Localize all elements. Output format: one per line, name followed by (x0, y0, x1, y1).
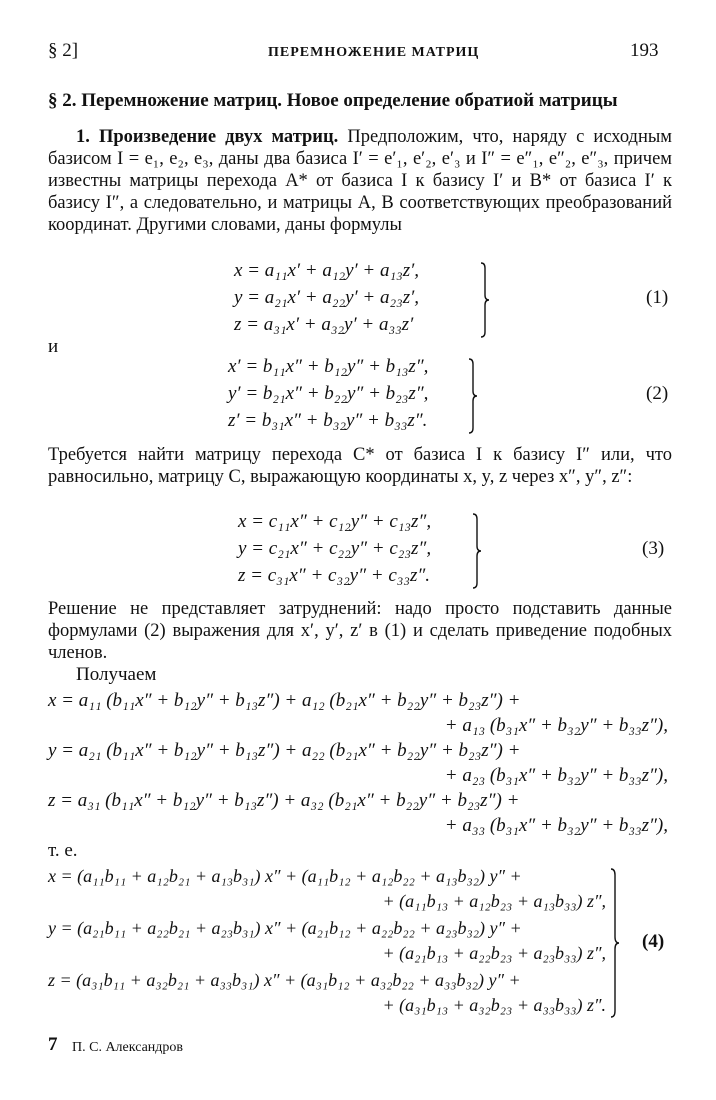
eq1-line-1: x = a₁₁x′ + a₁₂y′ + a₁₃z′, (234, 260, 420, 281)
ie-text: т. е. (48, 840, 78, 861)
subst-line-2: + a₁₃ (b₃₁x″ + b₃₂y″ + b₃₃z″), (444, 715, 668, 736)
footer-author: П. С. Александров (72, 1040, 184, 1055)
subsection-title: 1. Произведение двух матриц. (76, 127, 339, 147)
paragraph-1-text: Предположим, что, наряду с исходным базисом I = e₁, e₂, e₃, даны два базиса I′ = e′₁, e′₂, e′₃ и I″ = e″₁, e″₂, e″₃, причем известны матрицы перехода A* от базиса I к базису I′ и B* от базиса I′ к базису I″, а следовательно, и матрицы A, B соответствующих преобразований координат. Другими словами, даны формулы (48, 127, 672, 235)
header-running-title: ПЕРЕМНОЖЕНИЕ МАТРИЦ (268, 45, 480, 60)
eq4-line-2: + (a₁₁b₁₃ + a₁₂b₂₃ + a₁₃b₃₃) z″, (382, 891, 606, 911)
paragraph-1 (48, 126, 672, 236)
eq2-label: (2) (646, 383, 669, 404)
eq3-line-1: x = c₁₁x″ + c₁₂y″ + c₁₃z″, (238, 511, 432, 532)
subst-line-3: y = a₂₁ (b₁₁x″ + b₁₂y″ + b₁₃z″) + a₂₂ (b₂₁x″ + b₂₂y″ + b₂₃z″) + (48, 740, 521, 761)
subst-line-4: + a₂₃ (b₃₁x″ + b₃₂y″ + b₃₃z″), (444, 765, 668, 786)
eq2-line-2: y′ = b₂₁x″ + b₂₂y″ + b₂₃z″, (228, 383, 429, 404)
subst-line-1: x = a₁₁ (b₁₁x″ + b₁₂y″ + b₁₃z″) + a₁₂ (b₂₁x″ + b₂₂y″ + b₂₃z″) + (48, 690, 521, 711)
eq1-line-2: y = a₂₁x′ + a₂₂y′ + a₂₃z′, (234, 287, 420, 308)
subst-line-5: z = a₃₁ (b₁₁x″ + b₁₂y″ + b₁₃z″) + a₃₂ (b₂₁x″ + b₂₂y″ + b₂₃z″) + (48, 790, 520, 811)
paragraph-3: Решение не представляет затруднений: надо просто подставить данные формулами (2) выражения для x′, y′, z′ в (1) и сделать приведение подобных членов. (48, 599, 672, 663)
section-title: § 2. Перемножение матриц. Новое определение обратиой матрицы (48, 90, 618, 111)
eq4-right-brace (610, 868, 620, 1018)
eq1-line-3: z = a₃₁x′ + a₃₂y′ + a₃₃z′ (234, 314, 414, 335)
eq3-right-brace (472, 513, 482, 589)
eq4-label: (4) (642, 931, 665, 952)
eq3-line-3: z = c₃₁x″ + c₃₂y″ + c₃₃z″. (238, 565, 431, 586)
eq1-right-brace (480, 262, 490, 338)
conjunction-and: и (48, 336, 59, 357)
eq4-line-4: + (a₂₁b₁₃ + a₂₂b₂₃ + a₂₃b₃₃) z″, (382, 943, 606, 963)
footer-signature-number: 7 (48, 1034, 58, 1055)
eq4-line-1: x = (a₁₁b₁₁ + a₁₂b₂₁ + a₁₃b₃₁) x″ + (a₁₁b₁₂ + a₁₂b₂₂ + a₁₃b₃₂) y″ + (48, 866, 522, 886)
eq4-line-6: + (a₃₁b₁₃ + a₃₂b₂₃ + a₃₃b₃₃) z″. (382, 995, 606, 1015)
header-section-ref: § 2] (48, 40, 79, 61)
eq4-line-5: z = (a₃₁b₁₁ + a₃₂b₂₁ + a₃₃b₃₁) x″ + (a₃₁b₁₂ + a₃₂b₂₂ + a₃₃b₃₂) y″ + (48, 970, 521, 990)
paragraph-2: Требуется найти матрицу перехода C* от базиса I к базису I″ или, что равносильно, матрицу C, выражающую координаты x, y, z через x″, y″, z″: (48, 445, 672, 487)
eq2-line-1: x′ = b₁₁x″ + b₁₂y″ + b₁₃z″, (228, 356, 429, 377)
eq2-line-3: z′ = b₃₁x″ + b₃₂y″ + b₃₃z″. (228, 410, 428, 431)
paragraph-4: Получаем (76, 664, 157, 685)
eq2-right-brace (468, 358, 478, 434)
eq3-label: (3) (642, 538, 665, 559)
eq1-label: (1) (646, 287, 669, 308)
subst-line-6: + a₃₃ (b₃₁x″ + b₃₂y″ + b₃₃z″), (444, 815, 668, 836)
header-page-number: 193 (630, 40, 659, 61)
eq3-line-2: y = c₂₁x″ + c₂₂y″ + c₂₃z″, (238, 538, 432, 559)
eq4-line-3: y = (a₂₁b₁₁ + a₂₂b₂₁ + a₂₃b₃₁) x″ + (a₂₁b₁₂ + a₂₂b₂₂ + a₂₃b₃₂) y″ + (48, 918, 522, 938)
